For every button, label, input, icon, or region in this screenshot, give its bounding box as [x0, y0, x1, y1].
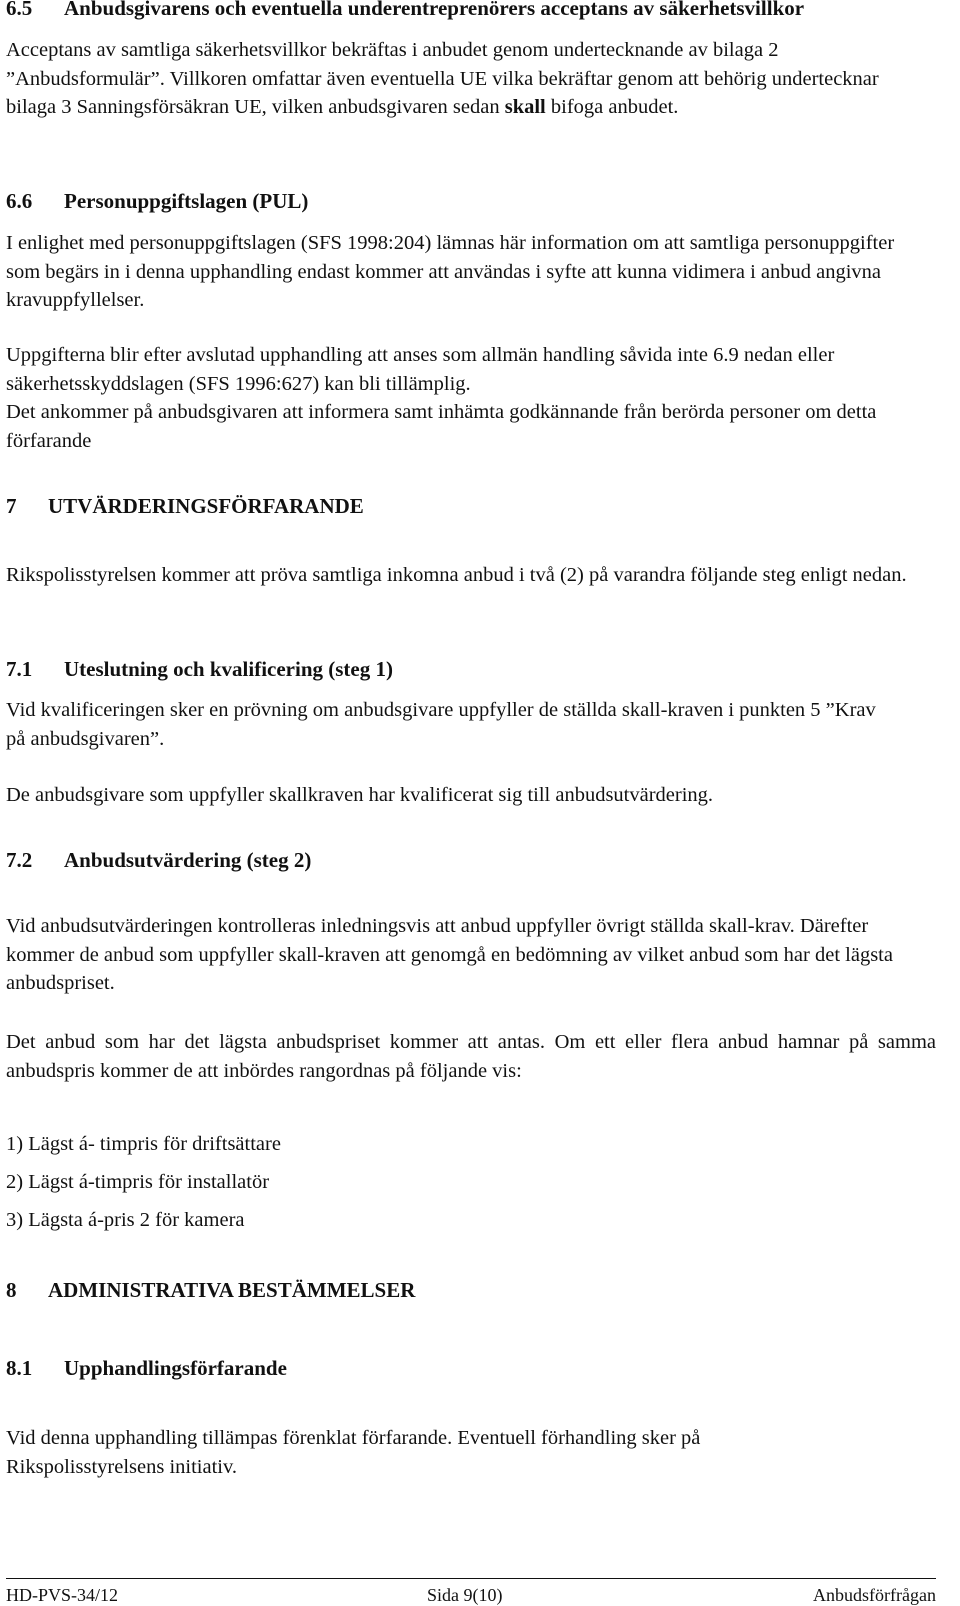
section-8-1-heading [6, 1354, 936, 1382]
section-title: Anbudsutvärdering (steg 2) [64, 848, 312, 872]
section-7-2-paragraph-1: Vid anbudsutvärderingen kontrolleras inledningsvis att anbud uppfyller övrigt ställda skall-krav. Därefter kommer de anbud som uppfyller skall-kraven att genomgå en bedömning av vilket anbud som har det lägsta anbudspriset. [6, 915, 893, 995]
section-title: Uteslutning och kvalificering (steg 1) [64, 657, 393, 681]
section-6-6-paragraph-2: Uppgifterna blir efter avslutad upphandling att anses som allmän handling såvida inte 6.9 nedan eller säkerhetsskyddslagen (SFS 1996:627) kan bli tillämplig. [6, 344, 835, 395]
section-title: UTVÄRDERINGSFÖRFARANDE [48, 494, 364, 518]
section-number: 6.6 [6, 189, 33, 213]
section-title: Personuppgiftslagen (PUL) [64, 189, 309, 213]
section-7-1-paragraph-1: Vid kvalificeringen sker en prövning om anbudsgivare uppfyller de ställda skall-kraven i punkten 5 ”Krav på anbudsgivaren”. [6, 699, 876, 750]
section-7-paragraph: Rikspolisstyrelsen kommer att pröva samtliga inkomna anbud i två (2) på varandra följande steg enligt nedan. [6, 564, 907, 586]
section-7-1-paragraph-2: De anbudsgivare som uppfyller skallkraven har kvalificerat sig till anbudsutvärdering. [6, 784, 714, 806]
list-item: 1) Lägst á- timpris för driftsättare [6, 1133, 281, 1155]
section-7-2-heading [6, 846, 936, 874]
section-6-5-heading [6, 0, 936, 22]
section-title: Upphandlingsförfarande [64, 1356, 287, 1380]
section-number: 7.1 [6, 657, 33, 681]
document-type: Anbudsförfrågan [813, 1585, 936, 1605]
list-item: 3) Lägsta á-pris 2 för kamera [6, 1209, 245, 1231]
section-title: Anbudsgivarens och eventuella underentreprenörers acceptans av säkerhetsvillkor [64, 0, 805, 20]
section-number: 7.2 [6, 848, 33, 872]
section-title: ADMINISTRATIVA BESTÄMMELSER [48, 1278, 416, 1302]
section-6-6-heading [6, 187, 936, 215]
section-6-6-paragraph-1: I enlighet med personuppgiftslagen (SFS 1998:204) lämnas här information om att samtliga personuppgifter som begärs in i denna upphandling endast kommer att användas i syfte att kunna vidimera i anbud angivna kravuppfyllelser. [6, 232, 895, 312]
section-number: 8.1 [6, 1356, 33, 1380]
section-6-6-paragraph-3: Det ankommer på anbudsgivaren att informera samt inhämta godkännande från berörda personer om detta förfarande [6, 401, 877, 452]
page-footer [6, 1578, 936, 1605]
section-number: 6.5 [6, 0, 33, 20]
section-number: 7 [6, 494, 17, 518]
section-8-heading [6, 1276, 936, 1304]
document-id: HD-PVS-34/12 [6, 1585, 119, 1605]
section-8-1-paragraph: Vid denna upphandling tillämpas förenklat förfarande. Eventuell förhandling sker på Rikspolisstyrelsens initiativ. [6, 1427, 701, 1478]
ranking-list [6, 1130, 936, 1234]
section-7-1-heading [6, 655, 936, 683]
section-number: 8 [6, 1278, 17, 1302]
list-item: 2) Lägst á-timpris för installatör [6, 1171, 270, 1193]
section-7-2-paragraph-2: Det anbud som har det lägsta anbudspriset kommer att antas. Om ett eller flera anbud hamnar på samma anbudspris kommer de att inbördes rangordnas på följande vis: [6, 1031, 936, 1082]
section-6-5-paragraph: Acceptans av samtliga säkerhetsvillkor bekräftas i anbudet genom undertecknande av bilaga 2 ”Anbudsformulär”. Villkoren omfattar även eventuella UE vilka bekräftar genom att behörig undertecknar bilaga 3 Sanningsförsäkran UE, vilken anbudsgivaren sedan skall bifoga anbudet. [6, 39, 879, 119]
section-7-heading [6, 492, 936, 520]
page-number: Sida 9(10) [427, 1585, 503, 1605]
